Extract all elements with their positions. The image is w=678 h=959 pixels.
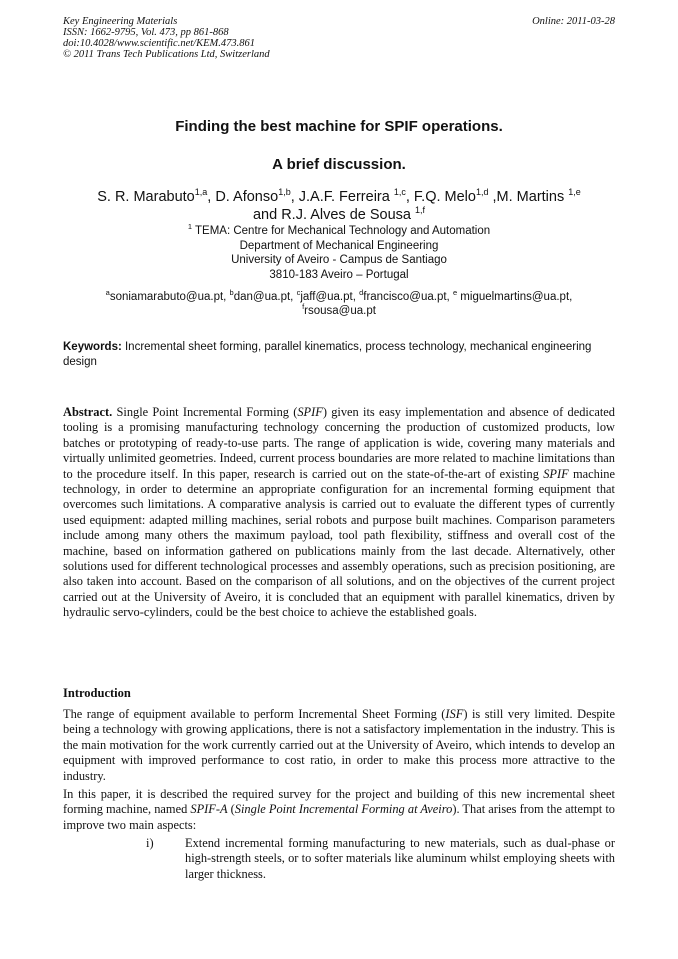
keywords-text: Incremental sheet forming, parallel kinematics, process technology, mechanical engineering design	[63, 341, 592, 368]
journal-copyright: © 2011 Trans Tech Publications Ltd, Switzerland	[63, 49, 270, 60]
affiliation-line4: 3810-183 Aveiro – Portugal	[269, 268, 409, 281]
list-item-text: Extend incremental forming manufacturing to new materials, such as dual-phase or high-strength steels, or to softer materials like aluminum whilst employing sheets with larger thickness.	[185, 836, 615, 881]
online-date: Online: 2011-03-28	[532, 16, 615, 27]
email[interactable]: $^a$soniamarabuto@ua.pt,	[105, 288, 230, 303]
affiliation-sup: 1	[187, 222, 193, 231]
intro-paragraph-1: The range of equipment available to perform Incremental Sheet Forming (ISF) is still very limited. Despite being a technology with growing applications, there is not a satisfactory implementation in the industry. This is the main motivation for the work currently carried out at the University of Aveiro, which intends to develop an equipment with improved performance to cost ratio, in order to make this process more attractive to the industry.	[63, 707, 615, 783]
intro-paragraph-2: In this paper, it is described the required survey for the project and building of this new incremental sheet forming machine, named SPIF-A (Single Point Incremental Forming at Aveiro). That arises from the attempt to improve two main aspects:	[63, 787, 615, 832]
journal-doi: doi:10.4028/www.scientific.net/KEM.473.861	[63, 38, 255, 49]
author: M. Martins $^{1,e}$	[496, 187, 581, 205]
email[interactable]: $^c$jaff@ua.pt,	[296, 288, 360, 303]
affiliation-line1: TEMA: Centre for Mechanical Technology and Automation	[192, 225, 491, 237]
author: S. R. Marabuto$^{1,a}$,	[97, 187, 216, 205]
paper-title-line2: A brief discussion.	[272, 156, 406, 173]
keywords-label: Keywords:	[63, 341, 122, 353]
author: and R.J. Alves de Sousa $^{1,f}$	[252, 205, 426, 223]
list-item-number: i)	[146, 836, 154, 850]
paper-title-line1: Finding the best machine for SPIF operations.	[175, 118, 503, 135]
author: D. Afonso$^{1,b}$,	[215, 187, 299, 205]
affiliation-line2: Department of Mechanical Engineering	[239, 239, 439, 252]
author: F.Q. Melo$^{1,d}$ ,	[413, 187, 497, 205]
affiliation	[0, 224, 678, 282]
keywords	[63, 340, 615, 370]
journal-header	[63, 16, 615, 60]
affiliation-line3: University of Aveiro - Campus de Santiago	[231, 254, 447, 266]
section-heading-introduction: Introduction	[63, 686, 131, 700]
email[interactable]: $^f$rsousa@ua.pt	[302, 302, 376, 317]
email[interactable]: $^d$francisco@ua.pt,	[359, 288, 453, 303]
email-list	[60, 290, 618, 318]
abstract: Abstract. Single Point Incremental Forming (SPIF) given its easy implementation and absence of dedicated tooling is a promising manufacturing technology concerning the production of customized products, low batches or prototyping of ready-to-use parts. The range of application is wide, covering many materials and virtually unlimited geometries. Indeed, current process boundaries are more related to machine limitations than to the procedure itself. In this paper, research is carried out on the state-of-the-art of existing SPIF machine technology, in order to determine an appropriate configuration for an incremental forming equipment that overcomes such limitations. A comparative analysis is carried out to evaluate the different types of currently used equipment: adapted milling machines, serial robots and purpose built machines. Comparison parameters include among many others the maximum payload, tool path flexibility, stiffness and overall cost of the machine, based on information gathered on publications mainly from the last decade. Alternatively, other solutions used for different technological processes and assembly operations, such as precision positioning, are also taken into account. Based on the comparison of all solutions, and on the objectives of the current project carried out at the University of Aveiro, it is concluded that an equipment with parallel kinematics, driven by hydraulic servo-cylinders, could be the best choice to achieve the established goals.	[63, 405, 615, 620]
author: J.A.F. Ferreira $^{1,c}$,	[298, 187, 414, 205]
abstract-label: Abstract.	[63, 405, 113, 419]
email[interactable]: $^b$dan@ua.pt,	[229, 288, 297, 303]
journal-issn: ISSN: 1662-9795, Vol. 473, pp 861-868	[63, 27, 229, 38]
email[interactable]: $^e$ miguelmartins@ua.pt,	[452, 288, 573, 303]
author-list	[40, 188, 638, 224]
list-item	[63, 836, 615, 882]
journal-name: Key Engineering Materials	[63, 16, 178, 27]
